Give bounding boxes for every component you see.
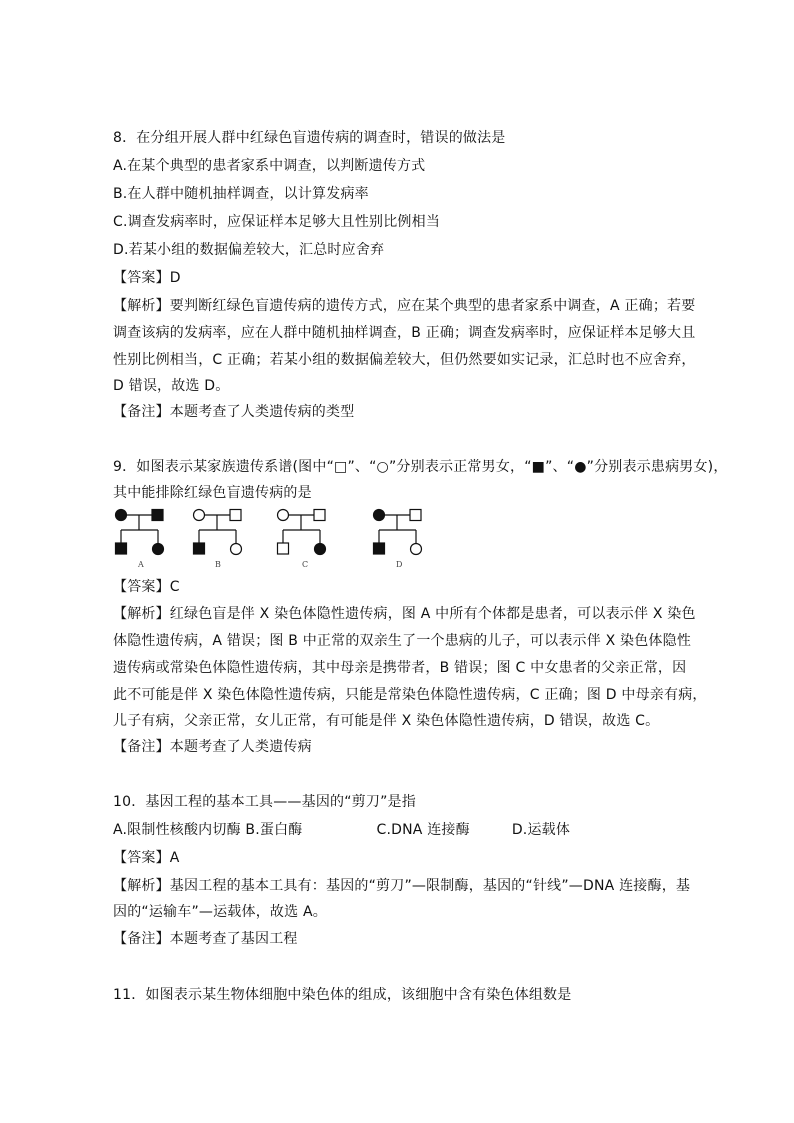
affected-female-icon [374,510,385,521]
pedigree-figure [113,503,428,571]
pedigree-a [116,510,164,570]
q10-analysis-line: 因的“运输车”—运载体，故选 A。 [113,904,327,920]
q8-stem: 8．在分组开展人群中红绿色盲遗传病的调查时，错误的做法是 [113,130,506,146]
normal-male-icon [230,510,241,521]
pedigree-label-c: C [302,560,309,569]
q9-stem: 9．如图表示某家族遗传系谱(图中“□”、“○”分别表示正常男女，“■”、“●”分别表示患病男女)， [113,459,728,475]
q8-option-b: B.在人群中随机抽样调查，以计算发病率 [113,186,369,202]
q9-analysis-line: 体隐性遗传病，A 错误；图 B 中正常的双亲生了一个患病的儿子，可以表示伴 X 染色体隐性 [113,633,692,649]
q8-analysis-line: 【解析】要判断红绿色盲遗传病的遗传方式，应在某个典型的患者家系中调查，A 正确；若要 [113,298,696,314]
normal-female-icon [278,510,289,521]
q9-analysis-line: 此不可能是伴 X 染色体隐性遗传病，只能是常染色体隐性遗传病，C 正确；图 D 中母亲有病， [113,687,707,703]
pedigree-label-d: D [396,560,403,569]
affected-female-icon [153,544,164,555]
normal-female-icon [411,544,422,555]
normal-male-icon [410,510,421,521]
affected-male-icon [116,543,127,554]
q10-option-ab: A.限制性核酸内切酶 B.蛋白酶 [113,822,303,838]
q9-analysis-line: 儿子有病，父亲正常，女儿正常，有可能是伴 X 染色体隐性遗传病，D 错误，故选 C。 [113,713,660,729]
affected-female-icon [315,544,326,555]
q8-analysis-line: 性别比例相当，C 正确；若某小组的数据偏差较大，但仍然要如实记录，汇总时也不应舍弃， [113,352,696,368]
q10-note: 【备注】本题考查了基因工程 [113,931,298,947]
q8-option-d: D.若某小组的数据偏差较大，汇总时应舍弃 [113,242,385,258]
q9-answer: 【答案】C [113,579,180,595]
normal-female-icon [194,510,205,521]
q8-analysis-line: D 错误，故选 D。 [113,378,230,394]
q10-analysis-line: 【解析】基因工程的基本工具有：基因的“剪刀”—限制酶，基因的“针线”—DNA 连接酶，基 [113,878,691,894]
q8-answer: 【答案】D [113,270,181,286]
normal-female-icon [231,544,242,555]
affected-female-icon [116,510,127,521]
q9-analysis-line: 遗传病或常染色体隐性遗传病，其中母亲是携带者，B 错误；图 C 中女患者的父亲正常，因 [113,660,687,676]
affected-male-icon [152,510,163,521]
affected-male-icon [194,543,205,554]
q10-option-d: D.运载体 [511,822,571,838]
normal-male-icon [314,510,325,521]
pedigree-label-b: B [215,560,221,569]
q10-options [113,820,570,840]
q8-option-c: C.调查发病率时，应保证样本足够大且性别比例相当 [113,214,441,230]
affected-male-icon [374,543,385,554]
q10-option-c: C.DNA 连接酶 [376,822,470,838]
q9-note: 【备注】本题考查了人类遗传病 [113,739,312,755]
pedigree-c [278,510,326,570]
pedigree-label-a: A [138,560,144,569]
q8-option-a: A.在某个典型的患者家系中调查，以判断遗传方式 [113,158,426,174]
q8-analysis-line: 调查该病的发病率，应在人群中随机抽样调查，B 正确；调查发病率时，应保证样本足够大且 [113,325,696,341]
q9-analysis-line: 【解析】红绿色盲是伴 X 染色体隐性遗传病，图 A 中所有个体都是患者，可以表示伴 X 染色 [113,606,696,622]
pedigree-b [194,510,242,570]
q9-stem: 其中能排除红绿色盲遗传病的是 [113,485,312,501]
normal-male-icon [278,543,289,554]
q10-answer: 【答案】A [113,850,180,866]
q10-stem: 10．基因工程的基本工具——基因的“剪刀”是指 [113,794,416,810]
q8-note: 【备注】本题考查了人类遗传病的类型 [113,404,355,420]
pedigree-d [374,510,422,570]
q11-stem: 11．如图表示某生物体细胞中染色体的组成，该细胞中含有染色体组数是 [113,987,572,1003]
